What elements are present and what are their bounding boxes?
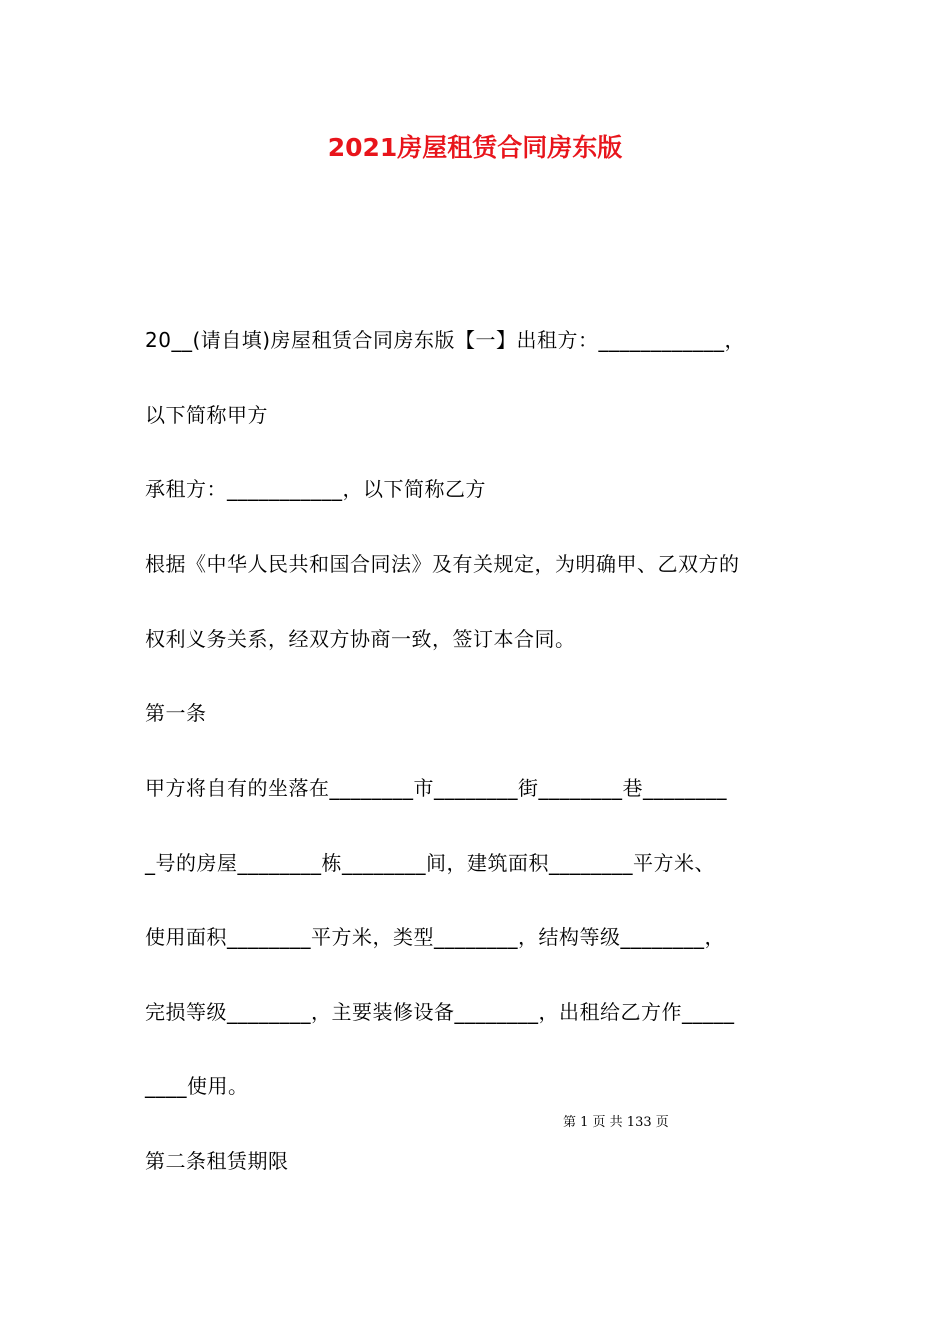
paragraph-line-10: 完损等级________，主要装修设备________，出租给乙方作_____: [145, 1000, 735, 1024]
paragraph-line-8: _号的房屋________栋________间，建筑面积________平方米、: [145, 851, 715, 875]
paragraph-line-1: 20__(请自填)房屋租赁合同房东版【一】出租方：____________，: [145, 328, 746, 352]
paragraph-line-11: ____使用。: [145, 1074, 249, 1098]
paragraph-line-7: 甲方将自有的坐落在________市________街________巷________: [145, 776, 727, 800]
paragraph-line-9: 使用面积________平方米，类型________，结构等级________，: [145, 925, 725, 949]
section-heading-2: 第二条租赁期限: [145, 1149, 289, 1173]
paragraph-line-5: 权利义务关系，经双方协商一致，签订本合同。: [145, 627, 576, 651]
page-footer: 第 1 页 共 133 页: [563, 1115, 669, 1130]
paragraph-line-2: 以下简称甲方: [145, 403, 268, 427]
paragraph-line-4: 根据《中华人民共和国合同法》及有关规定，为明确甲、乙双方的: [145, 552, 740, 576]
paragraph-line-3: 承租方：___________，以下简称乙方: [145, 477, 486, 501]
section-heading-1: 第一条: [145, 701, 207, 725]
document-title: 2021房屋租赁合同房东版: [327, 133, 623, 162]
